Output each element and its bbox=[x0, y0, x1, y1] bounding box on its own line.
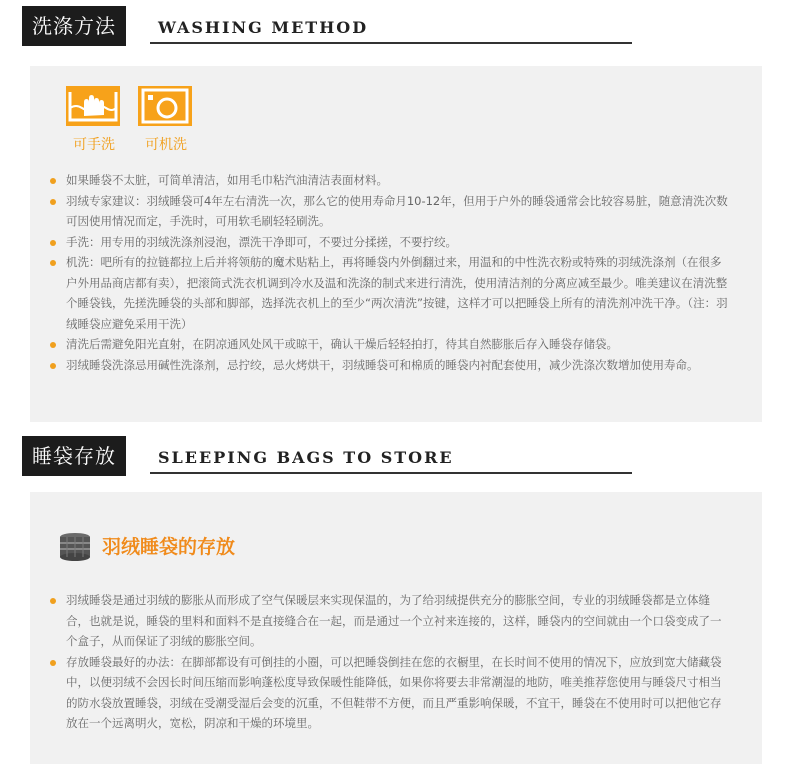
divider bbox=[150, 42, 632, 44]
list-item: 如果睡袋不太脏，可简单清洁，如用毛巾粘汽油清洁表面材料。 bbox=[48, 170, 730, 191]
storing-heading-en: SLEEPING BAGS TO STORE bbox=[158, 448, 454, 467]
list-item: 清洗后需避免阳光直射，在阴凉通风处风干或晾干，确认干燥后轻轻拍打，待其自然膨胀后存入睡袋存储袋。 bbox=[48, 334, 730, 355]
list-item: 存放睡袋最好的办法：在脚部都设有可倒挂的小圈，可以把睡袋倒挂在您的衣橱里，在长时间不使用的情况下，应放到宽大储藏袋中，以便羽绒不会因长时间压缩而影响蓬松度导致保暖性能降低，如果你将要去非常潮湿的地防，唯美推荐您使用与睡袋尺寸相当的防水袋放置睡袋，羽绒在受潮受湿后会变的沉重，不但鞋带不方便，而且严重影响保暖，不宜干，睡袋在不使用时可以把他它存放在一个远离明火，宽松，阴凉和干燥的环境里。 bbox=[48, 652, 730, 734]
washing-heading-en: WASHING METHOD bbox=[158, 18, 369, 37]
storing-heading-cn: 睡袋存放 bbox=[22, 436, 126, 476]
storing-panel bbox=[30, 492, 762, 764]
washing-panel bbox=[30, 66, 762, 422]
list-item: 羽绒睡袋洗涤忌用碱性洗涤剂，忌拧绞，忌火烤烘干，羽绒睡袋可和棉质的睡袋内衬配套使用，减少洗涤次数增加使用寿命。 bbox=[48, 355, 730, 376]
storing-section-header bbox=[22, 436, 632, 476]
washing-section-header bbox=[22, 6, 632, 46]
machine-wash bbox=[138, 86, 192, 153]
list-item: 羽绒睡袋是通过羽绒的膨胀从而形成了空气保暖层来实现保温的，为了给羽绒提供充分的膨胀空间，专业的羽绒睡袋都是立体缝合，也就是说，睡袋的里料和面料不是直接缝合在一起，而是通过一个立衬来连接的，这样，睡袋内的空间就由一个口袋变成了一个盒子，从而保证了羽绒的膨胀空间。 bbox=[48, 590, 730, 652]
sleeping-bag-stack-icon bbox=[58, 532, 92, 562]
list-item: 羽绒专家建议：羽绒睡袋可4年左右清洗一次，那么它的使用寿命月10-12年，但用于户外的睡袋通常会比较容易脏，随意清洗次数可因使用情况而定，手洗时，可用软毛刷轻轻刷洗。 bbox=[48, 191, 730, 232]
washing-notes-list bbox=[48, 170, 730, 375]
hand-wash bbox=[66, 86, 120, 153]
list-item: 手洗：用专用的羽绒洗涤剂浸泡，漂洗干净即可，不要过分揉搓，不要拧绞。 bbox=[48, 232, 730, 253]
washing-heading-cn: 洗涤方法 bbox=[22, 6, 126, 46]
storing-notes-list bbox=[48, 590, 730, 734]
storing-subtitle-text: 羽绒睡袋的存放 bbox=[102, 536, 236, 558]
divider bbox=[150, 472, 632, 474]
machine-wash-label: 可机洗 bbox=[145, 137, 187, 153]
machine-wash-icon bbox=[138, 86, 192, 126]
list-item: 机洗：吧所有的拉链都拉上后并将领舫的魔术贴粘上，再将睡袋内外倒翻过来，用温和的中性洗衣粉或特殊的羽绒洗涤剂（在很多户外用品商店都有卖），把滚筒式洗衣机调到冷水及温和洗涤的制式来进行清洗，使用清洁剂的分离应减至最少。唯美建议在清洗整个睡袋钱，先搓洗睡袋的头部和脚部，选择洗衣机上的至少“两次清洗”按键，这样才可以把睡袋上所有的清洗剂冲洗干净。（注：羽绒睡袋应避免采用干洗） bbox=[48, 252, 730, 334]
hand-wash-icon bbox=[66, 86, 120, 126]
hand-wash-label: 可手洗 bbox=[73, 137, 115, 153]
